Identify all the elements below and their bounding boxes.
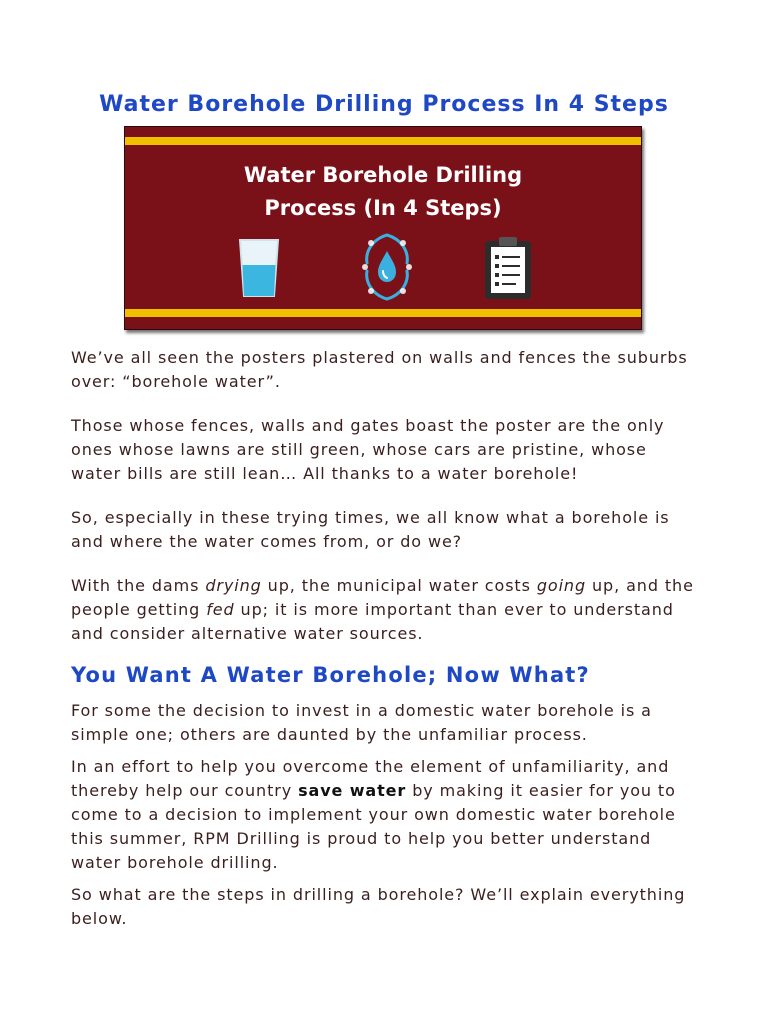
banner-image [124, 126, 642, 330]
banner-title-line2: Process (In 4 Steps) [264, 196, 502, 220]
paragraph-trying-times: So, especially in these trying times, we all know what a borehole is and where the water comes from, or do we? [71, 508, 670, 551]
emphasis-save-water: save water [298, 781, 407, 800]
banner-stripe-top [125, 137, 641, 145]
paragraph-unfamiliarity: In an effort to help you overcome the element of unfamiliarity, and thereby help our country save water by making it easier for you to come to a decision to implement your own domestic water borehole this summer, RPM Drilling is proud to help you better understand water borehole drilling. [71, 757, 676, 872]
banner-stripe-bottom [125, 309, 641, 317]
paragraph-steps-intro: So what are the steps in drilling a borehole? We’ll explain everything below. [71, 885, 686, 928]
water-drop-cycle-icon [361, 231, 413, 303]
banner-title [125, 159, 641, 225]
water-glass-icon [237, 237, 281, 299]
emphasis-drying: drying [205, 576, 262, 595]
clipboard-checklist-icon [483, 235, 533, 301]
page-title: Water Borehole Drilling Process In 4 Steps [99, 92, 669, 117]
emphasis-fed: fed [206, 600, 235, 619]
article-body [71, 346, 701, 931]
paragraph-green-lawns: Those whose fences, walls and gates boast the poster are the only ones whose lawns are still green, whose cars are pristine, whose water bills are still lean… All thanks to a water borehole! [71, 416, 665, 483]
paragraph-posters: We’ve all seen the posters plastered on walls and fences the suburbs over: “borehole water”. [71, 348, 688, 391]
paragraph-decision: For some the decision to invest in a domestic water borehole is a simple one; others are daunted by the unfamiliar process. [71, 701, 652, 744]
emphasis-going: going [536, 576, 587, 595]
paragraph-dams-drying: With the dams drying up, the municipal water costs going up, and the people getting fed up; it is more important than ever to understand and consider alternative water sources. [71, 576, 694, 643]
banner-title-line1: Water Borehole Drilling [243, 163, 523, 187]
section-heading: You Want A Water Borehole; Now What? [71, 663, 590, 687]
